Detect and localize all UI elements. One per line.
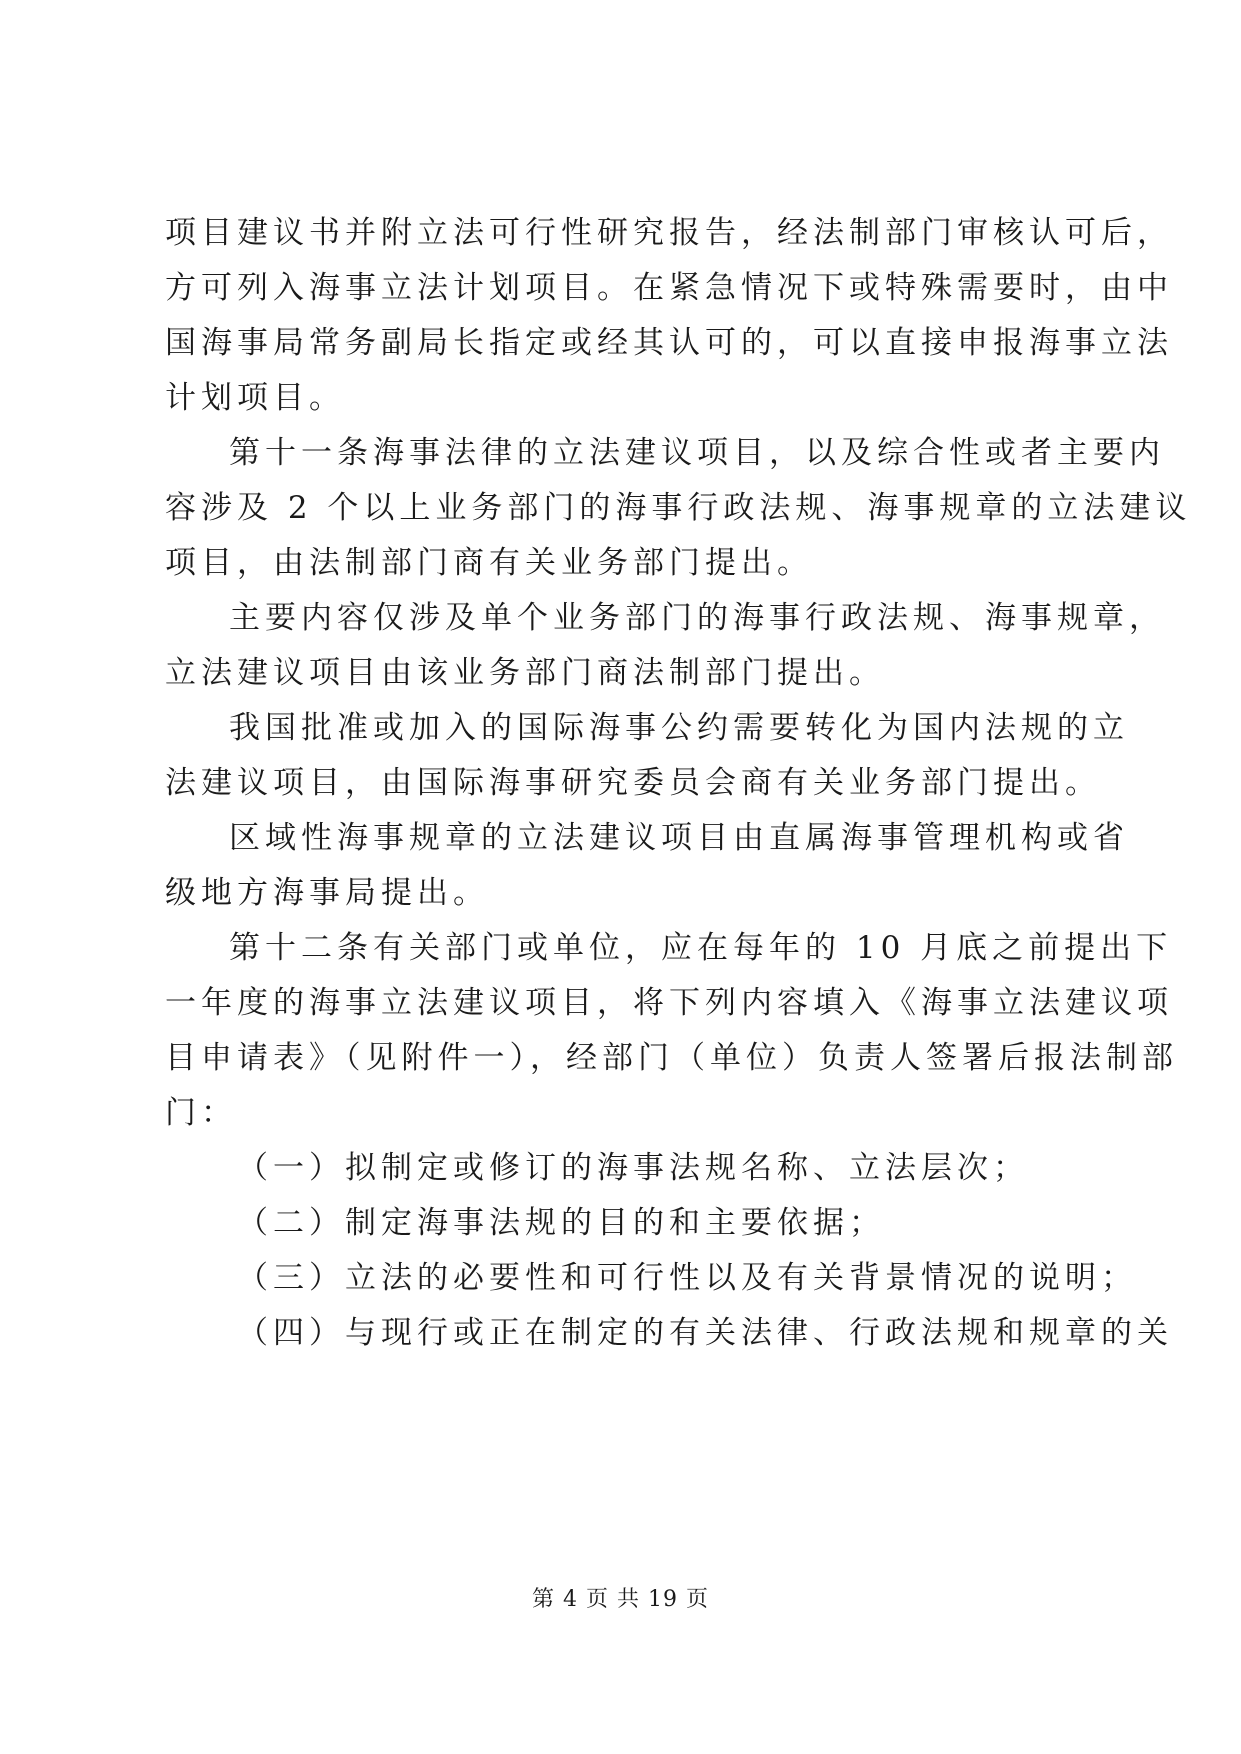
text-line: 项目建议书并附立法可行性研究报告，经法制部门审核认可后，: [165, 215, 1173, 251]
page-footer: 第 4 页 共 19 页: [532, 1587, 709, 1612]
paragraph-line: 主要内容仅涉及单个业务部门的海事行政法规、海事规章，: [229, 600, 1165, 636]
list-item: （一）拟制定或修订的海事法规名称、立法层次；: [237, 1150, 1029, 1186]
list-item: （四）与现行或正在制定的有关法律、行政法规和规章的关: [237, 1315, 1173, 1351]
paragraph-line: 区域性海事规章的立法建议项目由直属海事管理机构或省: [229, 820, 1129, 856]
article-11-line: 第十一条海事法律的立法建议项目，以及综合性或者主要内: [229, 435, 1165, 471]
list-item: （三）立法的必要性和可行性以及有关背景情况的说明；: [237, 1260, 1137, 1296]
text-line: 容涉及 2 个以上业务部门的海事行政法规、海事规章的立法建议: [165, 490, 1192, 526]
text-line: 国海事局常务副局长指定或经其认可的，可以直接申报海事立法: [165, 325, 1173, 361]
text-line: 一年度的海事立法建议项目，将下列内容填入《海事立法建议项: [165, 985, 1173, 1021]
paragraph-line: 我国批准或加入的国际海事公约需要转化为国内法规的立: [229, 710, 1129, 746]
text-line: 目申请表》（见附件一），经部门（单位）负责人签署后报法制部: [165, 1040, 1178, 1076]
text-line: 计划项目。: [165, 380, 345, 416]
text-line: 级地方海事局提出。: [165, 875, 489, 911]
text-line: 门：: [165, 1095, 237, 1131]
text-line: 立法建议项目由该业务部门商法制部门提出。: [165, 655, 885, 691]
list-item: （二）制定海事法规的目的和主要依据；: [237, 1205, 885, 1241]
article-12-line: 第十二条有关部门或单位，应在每年的 10 月底之前提出下: [229, 930, 1173, 966]
text-line: 方可列入海事立法计划项目。在紧急情况下或特殊需要时，由中: [165, 270, 1173, 306]
text-line: 项目，由法制部门商有关业务部门提出。: [165, 545, 813, 581]
text-line: 法建议项目，由国际海事研究委员会商有关业务部门提出。: [165, 765, 1101, 801]
